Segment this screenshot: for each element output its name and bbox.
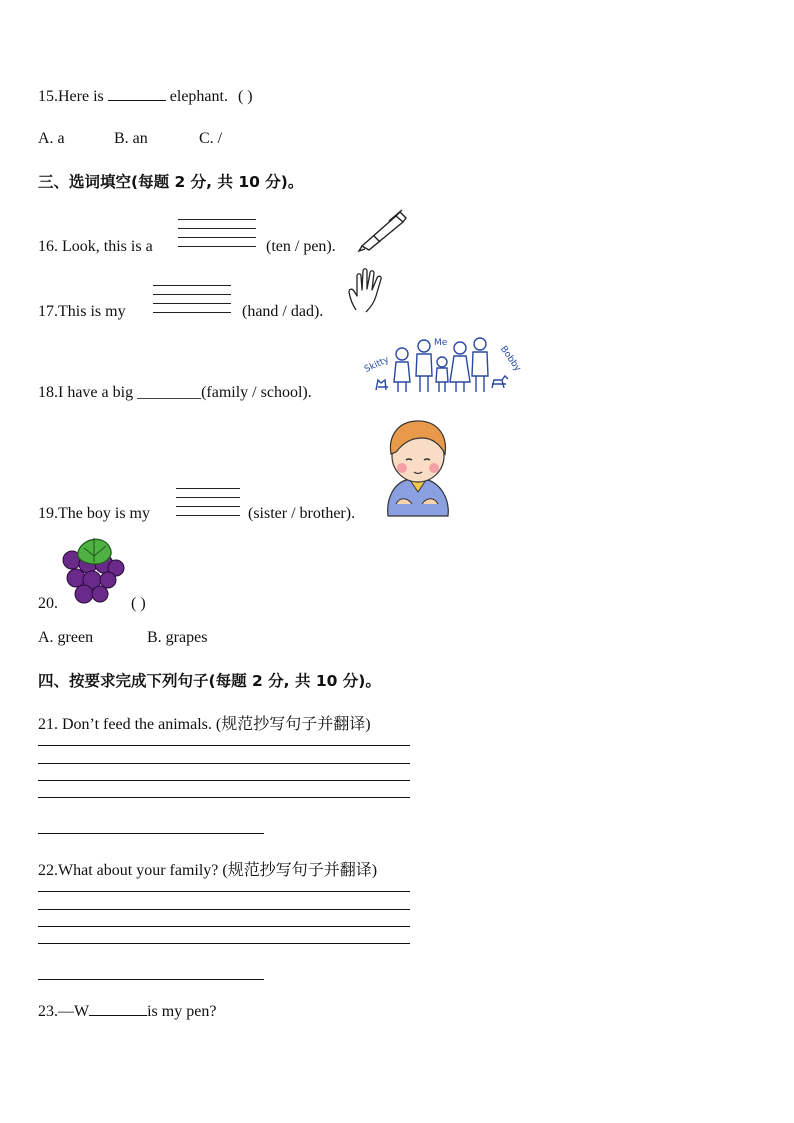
q22-writing-line-1[interactable] <box>38 891 410 892</box>
q19-choice: (sister / brother). <box>248 505 356 522</box>
q21-writing-line-1[interactable] <box>38 745 410 746</box>
q19-writing-lines[interactable] <box>176 488 240 518</box>
pen-icon <box>356 208 408 252</box>
family-picture <box>360 332 523 396</box>
question-15 <box>38 88 253 106</box>
q15-option-c[interactable]: C. / <box>199 130 223 147</box>
q16-text: 16. Look, this is a <box>38 238 153 255</box>
q15-text-after: elephant. <box>169 88 228 105</box>
q22-writing-line-3[interactable] <box>38 926 410 927</box>
skitty-label: Skitty <box>363 355 391 375</box>
q20-option-b[interactable]: B. grapes <box>147 629 208 646</box>
q20-answer-paren[interactable]: ( ) <box>131 595 146 612</box>
hand-icon <box>346 266 388 314</box>
q15-option-b[interactable]: B. an <box>114 130 148 147</box>
question-23 <box>38 1003 216 1021</box>
q20-number: 20. <box>38 595 58 612</box>
q22-writing-line-2[interactable] <box>38 909 410 910</box>
section-4-heading: 四、按要求完成下列句子(每题 2 分, 共 10 分)。 <box>38 672 381 690</box>
q15-answer-paren[interactable]: ( ) <box>237 88 253 105</box>
q21-translation-line[interactable] <box>38 833 264 834</box>
q17-choice: (hand / dad). <box>242 303 324 320</box>
q21-text: 21. Don’t feed the animals. (规范抄写句子并翻译) <box>38 716 371 733</box>
q17-text: 17.This is my <box>38 303 126 320</box>
grapes-picture <box>58 534 126 610</box>
q23-text-after: is my pen? <box>147 1003 217 1020</box>
q15-blank[interactable] <box>108 99 166 101</box>
boy-picture <box>382 418 452 522</box>
q16-writing-lines[interactable] <box>178 219 256 249</box>
q23-text-before: 23.—W <box>38 1003 90 1020</box>
q15-text-before: 15.Here is <box>38 88 108 105</box>
q16-choice: (ten / pen). <box>266 238 336 255</box>
q23-blank[interactable] <box>89 1014 147 1016</box>
q19-text: 19.The boy is my <box>38 505 150 522</box>
q21-writing-line-3[interactable] <box>38 780 410 781</box>
family-figures <box>360 332 520 396</box>
q22-text: 22.What about your family? (规范抄写句子并翻译) <box>38 862 378 879</box>
q18-text: 18.I have a big ________(family / school). <box>38 384 312 401</box>
section-3-heading: 三、选词填空(每题 2 分, 共 10 分)。 <box>38 173 304 191</box>
q20-option-a[interactable]: A. green <box>38 629 94 646</box>
q21-writing-line-2[interactable] <box>38 763 410 764</box>
bobby-label: Bobby <box>497 344 523 374</box>
q21-writing-line-4[interactable] <box>38 797 410 798</box>
q22-translation-line[interactable] <box>38 979 264 980</box>
q22-writing-line-4[interactable] <box>38 943 410 944</box>
q17-writing-lines[interactable] <box>153 285 231 315</box>
q15-option-a[interactable]: A. a <box>38 130 65 147</box>
me-label: Me <box>434 338 448 348</box>
